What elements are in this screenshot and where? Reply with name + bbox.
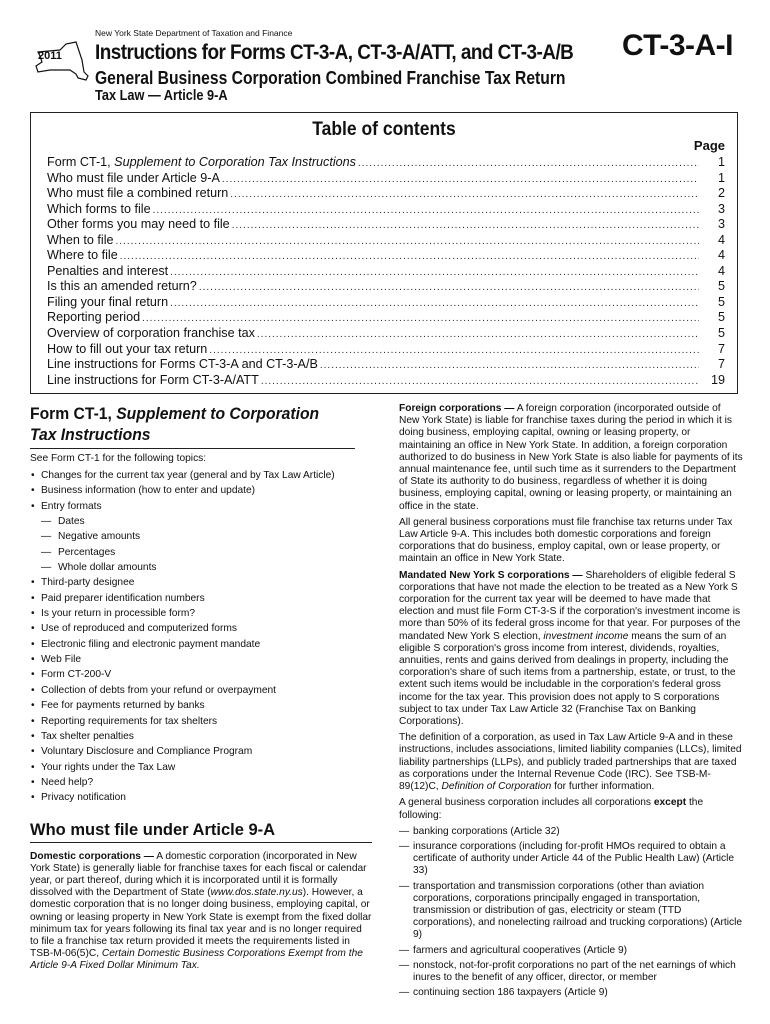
exception-item — [399, 945, 743, 957]
toc-entry[interactable] — [47, 217, 725, 233]
topic-text: Entry formats — [41, 500, 102, 512]
exception-item — [399, 960, 743, 984]
toc-entry-label — [47, 342, 207, 358]
toc-entry-label-plain: Filing your final return — [47, 294, 169, 309]
toc-entry-label — [47, 217, 230, 233]
section-title-who-must-file: Who must file under Article 9-A — [30, 820, 372, 843]
tax-law-article: Tax Law — Article 9-A — [95, 88, 228, 104]
toc-dot-leader — [170, 296, 699, 312]
domestic-text-2: ). However, a domestic corporation that is no longer doing business, employing capital, or owning or leasing property in New York State is exempt from the fixed dollar minimum tax for years following its final tax year and is no longer required to file a franchise tax return provided it meets the requirements listed in TSB-M-06(5)C, — [30, 887, 372, 960]
toc-entry-label-plain: Which forms to file — [47, 201, 151, 216]
toc-entry-label — [47, 233, 114, 249]
toc-entry-label — [47, 373, 259, 389]
toc-entry-page: 2 — [717, 186, 725, 201]
bullet-marker: • — [31, 485, 35, 497]
toc-entry[interactable] — [47, 342, 725, 358]
toc-entry-label — [47, 279, 197, 295]
toc-entry-page: 3 — [717, 217, 725, 232]
dash-marker: — — [399, 840, 410, 852]
toc-title: Table of contents — [312, 119, 456, 140]
toc-entry-page: 4 — [717, 248, 725, 263]
topic-item — [30, 760, 372, 775]
investment-income-term: investment income — [543, 630, 629, 642]
toc-entry-label-plain: Overview of corporation franchise tax — [47, 326, 255, 341]
domestic-lead: Domestic corporations — — [30, 850, 154, 862]
domestic-tsb-title: Certain Domestic Business Corporations Exempt from the Article 9-A Fixed Dollar Minimum Tax. — [30, 948, 363, 972]
topic-text: Percentages — [58, 546, 116, 558]
toc-entry[interactable] — [47, 279, 725, 295]
bullet-marker: • — [31, 608, 35, 620]
topic-item — [30, 637, 372, 652]
topic-item — [30, 499, 372, 514]
toc-entry[interactable] — [47, 186, 725, 202]
topic-subitem — [30, 560, 372, 575]
toc-dot-leader — [120, 249, 699, 265]
exception-text: insurance corporations (including for-profit HMOs required to obtain a certificate of authority under Article 44 of the Public Health Law) (Article 33) — [413, 840, 735, 877]
topic-text: Third-party designee — [41, 577, 135, 589]
dash-marker: — — [41, 531, 52, 543]
exception-text: nonstock, not-for-profit corporations no part of the net earnings of which inures to the benefit of any officer, director, or member — [413, 959, 736, 983]
foreign-corporations-paragraph — [399, 403, 743, 513]
form-identifier: CT-3-A-I — [622, 29, 733, 62]
dos-website-link[interactable]: www.dos.state.ny.us — [210, 887, 303, 899]
topic-text: Reporting requirements for tax shelters — [41, 715, 218, 727]
topic-text: Negative amounts — [58, 531, 141, 543]
topic-item — [30, 698, 372, 713]
toc-dot-leader — [261, 374, 699, 390]
general-text-2: the following: — [399, 797, 704, 821]
toc-entry-label — [47, 202, 151, 218]
nys-outline-icon — [30, 38, 92, 88]
toc-dot-leader — [320, 358, 699, 374]
toc-entry-label — [47, 264, 168, 280]
mandated-text-2: means the sum of an eligible S corporation's gross income from interest, dividends, royalties, annuities, rents and gains derived from dealings in property, including the corporation's share of such items from a partnership, estate, or trust, to the extent such items would be includable in the corporation's federal gross income for the tax year. This provision does not apply to S corporations subject to tax under Tax Law Article 32 (Franchise Tax on Banking Corporations). — [399, 630, 736, 728]
toc-dot-leader — [232, 218, 699, 234]
bullet-marker: • — [31, 684, 35, 696]
topic-text: Whole dollar amounts — [58, 562, 157, 574]
topic-item — [30, 483, 372, 498]
exception-item — [399, 987, 743, 999]
toc-entry[interactable] — [47, 357, 725, 373]
document-title: Instructions for Forms CT-3-A, CT-3-A/ATT, and CT-3-A/B — [95, 40, 574, 64]
toc-page-header: Page — [693, 138, 725, 153]
topic-text: Web File — [41, 654, 82, 666]
toc-entry-label-plain: Reporting period — [47, 310, 141, 325]
toc-dot-leader — [170, 265, 699, 281]
topics-list — [30, 468, 372, 806]
toc-dot-leader — [199, 280, 699, 296]
domestic-text-1: A domestic corporation (incorporated in New York State) is generally liable for franchise taxes for each fiscal or calendar year, or part thereof, during which it is incorporated until it is formally dissolved with the Department of State ( — [30, 850, 367, 899]
topic-subitem — [30, 545, 372, 560]
toc-entry-page: 4 — [717, 232, 725, 247]
mandated-lead: Mandated New York S corporations — — [399, 569, 583, 581]
domestic-corporations-paragraph — [30, 851, 372, 973]
topic-item — [30, 744, 372, 759]
mandated-s-corp-paragraph — [399, 570, 743, 729]
topic-text: Electronic filing and electronic payment mandate — [41, 638, 261, 650]
definition-text-2: for further information. — [551, 781, 655, 793]
dash-marker: — — [399, 987, 410, 999]
toc-entry-page: 7 — [717, 341, 725, 356]
toc-dot-leader — [257, 327, 699, 343]
topic-item — [30, 775, 372, 790]
toc-entry[interactable] — [47, 202, 725, 218]
exception-item — [399, 841, 743, 878]
all-corporations-paragraph: All general business corporations must file franchise tax returns under Tax Law Article 9-A. This includes both domestic corporations and foreign corporations that do business, employ capital, own or lease property, or maintain an office in New York State. — [399, 516, 733, 565]
toc-entry-label — [47, 310, 140, 326]
toc-entry-page: 5 — [717, 279, 725, 294]
exception-text: continuing section 186 taxpayers (Article 9) — [413, 987, 608, 999]
general-corp-paragraph — [399, 797, 743, 821]
bullet-marker: • — [31, 500, 35, 512]
dash-marker: — — [399, 959, 410, 971]
bullet-marker: • — [31, 700, 35, 712]
bullet-marker: • — [31, 623, 35, 635]
toc-entry[interactable] — [47, 233, 725, 249]
toc-entry[interactable] — [47, 264, 725, 280]
exception-text: transportation and transmission corporations (other than aviation corporations, corporations principally engaged in transportation, transmission or distribution of gas, electricity or steam (TTD corporations), and nonelecting railroad and trucking corporations) (Article 9) — [413, 880, 742, 941]
toc-dot-leader — [209, 343, 699, 359]
topic-subitem — [30, 529, 372, 544]
toc-entry-page: 19 — [710, 372, 725, 387]
toc-entry-page: 5 — [717, 326, 725, 341]
section-title-italic-1: Supplement to Corporation — [116, 405, 320, 423]
section-title-form-ct1 — [30, 404, 355, 449]
dash-marker: — — [399, 880, 410, 892]
dash-marker: — — [41, 546, 52, 558]
topic-text: Voluntary Disclosure and Compliance Program — [41, 746, 253, 758]
topic-item — [30, 652, 372, 667]
topic-text: Paid preparer identification numbers — [41, 592, 205, 604]
topic-text: Use of reproduced and computerized forms — [41, 623, 237, 635]
toc-entry-page: 1 — [717, 155, 725, 169]
topic-item — [30, 729, 372, 744]
left-column — [30, 404, 372, 977]
toc-entry-label — [47, 357, 318, 373]
bullet-marker: • — [31, 592, 35, 604]
topic-text: Fee for payments returned by banks — [41, 700, 205, 712]
toc-entry[interactable] — [47, 248, 725, 264]
toc-entry-label-plain: Penalties and interest — [47, 263, 169, 278]
toc-dot-leader — [142, 311, 699, 327]
topics-intro: See Form CT-1 for the following topics: — [30, 453, 207, 464]
dash-marker: — — [399, 825, 410, 837]
bullet-marker: • — [31, 761, 35, 773]
toc-entry-label-plain: Where to file — [47, 248, 118, 263]
tax-year: 2011 — [38, 50, 62, 62]
bullet-marker: • — [31, 746, 35, 758]
topic-text: Privacy notification — [41, 792, 126, 804]
topic-text: Dates — [58, 516, 85, 528]
bullet-marker: • — [31, 715, 35, 727]
topic-text: Changes for the current tax year (general and by Tax Law Article) — [41, 470, 335, 481]
toc-entry-label-plain: Is this an amended return? — [47, 279, 197, 294]
toc-entry-page: 4 — [717, 263, 725, 278]
dash-marker: — — [399, 944, 410, 956]
toc-entry-label-plain: Other forms you may need to file — [47, 217, 230, 232]
toc-dot-leader — [222, 172, 699, 188]
topic-item — [30, 591, 372, 606]
topic-text: Collection of debts from your refund or overpayment — [41, 684, 276, 696]
except-word: except — [653, 797, 687, 809]
general-text-1: A general business corporation includes all corporations — [399, 797, 654, 809]
toc-entry-label — [47, 248, 118, 264]
toc-entry-label-italic: Supplement to Corporation Tax Instructions — [114, 155, 356, 169]
toc-entry-page: 1 — [717, 170, 725, 185]
nys-map-logo — [30, 38, 92, 88]
toc-entry[interactable] — [47, 171, 725, 187]
foreign-text: A foreign corporation (incorporated outside of New York State) is liable for franchise taxes during the period in which it is doing business, employing capital, owning or leasing property, or maintaining an office in New York State. In addition, a foreign corporation authorized to do business in New York State is also liable for payments of its annual maintenance fee, until such time as it surrenders to the Department of State its authority to do business, regardless of whether it is doing business, employing capital, owning or leasing property, or maintaining an office in the state. — [399, 403, 743, 512]
toc-entry-label — [47, 295, 168, 311]
toc-entry-label-plain: Line instructions for Forms CT-3-A and CT-3-A/B — [47, 357, 318, 372]
toc-entry-label — [47, 326, 255, 342]
topic-item — [30, 714, 372, 729]
toc-entry-page: 5 — [717, 310, 725, 325]
topic-text: Form CT-200-V — [41, 669, 112, 681]
section-title-plain: Form CT-1, — [30, 405, 117, 423]
foreign-lead: Foreign corporations — — [399, 403, 515, 414]
toc-entry-label-plain: Form CT-1, — [47, 155, 115, 169]
topic-item — [30, 667, 372, 682]
toc-dot-leader — [358, 156, 699, 172]
topic-text: Tax shelter penalties — [41, 730, 134, 742]
toc-entry-page: 7 — [717, 357, 725, 372]
exception-text: banking corporations (Article 32) — [413, 825, 560, 837]
topic-text: Business information (how to enter and update) — [41, 485, 256, 497]
bullet-marker: • — [31, 638, 35, 650]
toc-entry[interactable] — [47, 373, 725, 389]
bullet-marker: • — [31, 776, 35, 788]
dash-marker: — — [41, 516, 52, 528]
department-name: New York State Department of Taxation and Finance — [95, 28, 293, 38]
toc-entry-page: 3 — [717, 201, 725, 216]
bullet-marker: • — [31, 792, 35, 804]
bullet-marker: • — [31, 669, 35, 681]
bullet-marker: • — [31, 577, 35, 589]
toc-entry[interactable] — [47, 310, 725, 326]
toc-entry-label — [47, 155, 356, 171]
toc-dot-leader — [230, 187, 699, 203]
toc-entry[interactable] — [47, 155, 725, 171]
topic-item — [30, 575, 372, 590]
topic-item — [30, 790, 372, 805]
toc-list — [47, 155, 725, 388]
bullet-marker: • — [31, 730, 35, 742]
definition-paragraph — [399, 732, 743, 793]
exception-text: farmers and agricultural cooperatives (Article 9) — [413, 944, 628, 956]
topic-item — [30, 683, 372, 698]
toc-entry-label — [47, 171, 220, 187]
topic-text: Need help? — [41, 776, 94, 788]
topic-item — [30, 606, 372, 621]
exception-item — [399, 881, 743, 942]
toc-entry[interactable] — [47, 326, 725, 342]
topic-text: Is your return in processible form? — [41, 608, 196, 620]
topic-text: Your rights under the Tax Law — [41, 761, 176, 773]
right-column — [399, 403, 743, 1002]
definition-text-1: The definition of a corporation, as used in Tax Law Article 9-A and in these instructions, includes associations, limited liability companies (LLCs), limited liability partnerships (LLPs), and publicly traded partnerships that are taxed as corporations under the Internal Revenue Code (IRC). See TSB-M-89(12)C, — [399, 732, 742, 793]
toc-entry[interactable] — [47, 295, 725, 311]
toc-entry-label-plain: Line instructions for Form CT-3-A/ATT — [47, 372, 259, 387]
mandated-text-1: Shareholders of eligible federal S corporations that have not made the election to be treated as a New York S corporation for the current tax year will be deemed to have made that election and must file Form CT-3-S if the corporation's investment income is more than 50% of its federal gross income for that year. For purposes of the mandated New York S election, — [399, 569, 741, 642]
topic-subitem — [30, 514, 372, 529]
bullet-marker: • — [31, 470, 35, 481]
toc-entry-label-plain: Who must file a combined return — [47, 186, 229, 201]
document-subtitle: General Business Corporation Combined Franchise Tax Return — [95, 68, 566, 88]
toc-dot-leader — [153, 203, 699, 219]
topic-item — [30, 468, 372, 483]
toc-dot-leader — [116, 234, 700, 250]
topic-item — [30, 621, 372, 636]
section-title-italic-2: Tax Instructions — [30, 426, 151, 444]
exceptions-list — [399, 826, 743, 1000]
toc-entry-page: 5 — [717, 294, 725, 309]
toc-entry-label-plain: Who must file under Article 9-A — [47, 170, 220, 185]
dash-marker: — — [41, 562, 52, 574]
toc-entry-label-plain: How to fill out your tax return — [47, 341, 208, 356]
exception-item — [399, 826, 743, 838]
toc-entry-label-plain: When to file — [47, 232, 114, 247]
bullet-marker: • — [31, 654, 35, 666]
table-of-contents — [30, 112, 738, 394]
definition-tsb-title: Definition of Corporation — [441, 781, 552, 793]
toc-entry-label — [47, 186, 228, 202]
